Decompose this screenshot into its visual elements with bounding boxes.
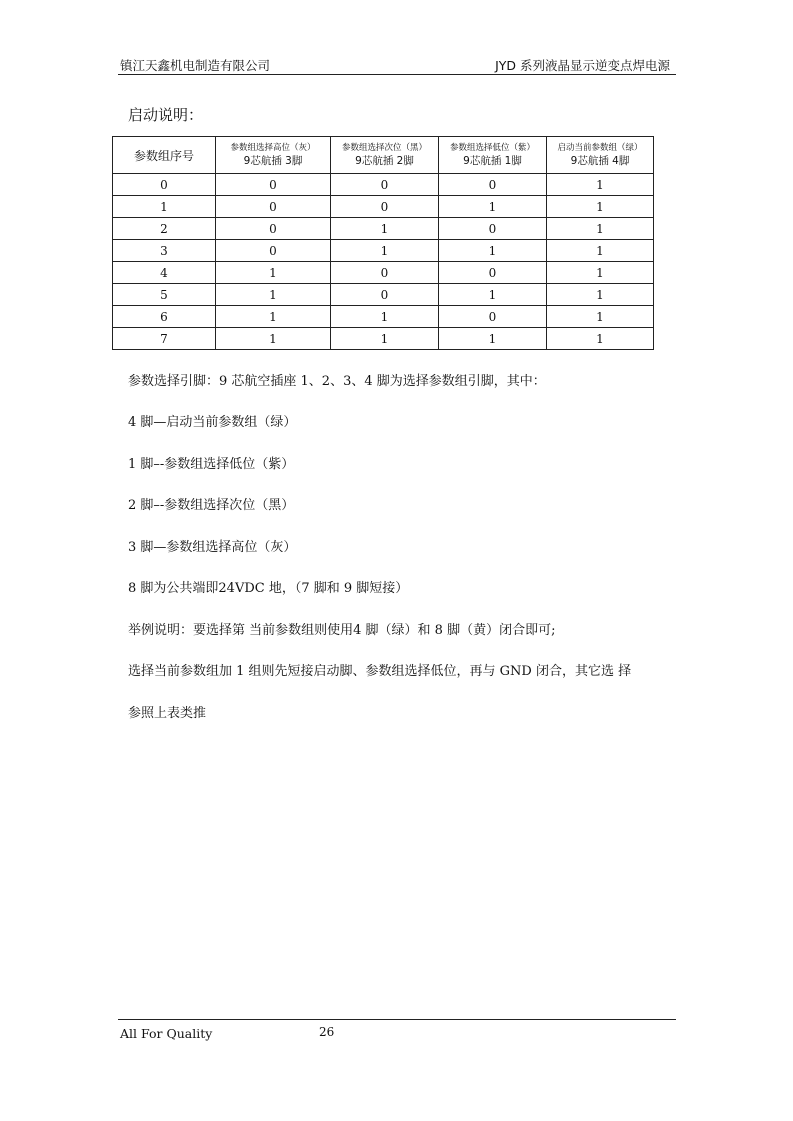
table-cell: 0 [216, 174, 331, 196]
example-text: 举例说明：要选择第 当前参数组则使用4 脚（绿）和 8 脚（黄）闭合即可; [128, 623, 556, 638]
header-cell-high-bit [216, 137, 331, 174]
pin-2-description: 2 脚–-参数组选择次位（黑） [128, 498, 295, 513]
table-cell: 1 [331, 306, 439, 328]
table-cell: 0 [216, 240, 331, 262]
table-row [113, 218, 654, 240]
table-cell: 0 [439, 262, 547, 284]
header-cell-pin: 9芯航插 2脚 [355, 154, 414, 167]
table-cell: 1 [113, 196, 216, 218]
table-row [113, 240, 654, 262]
pin-1-description: 1 脚–-参数组选择低位（紫） [128, 457, 295, 472]
table-cell: 3 [113, 240, 216, 262]
table-cell: 1 [439, 328, 547, 350]
parameter-table [112, 136, 654, 350]
footer-divider [118, 1019, 676, 1020]
table-cell: 0 [439, 218, 547, 240]
header-cell-desc: 参数组选择高位（灰） [230, 142, 316, 153]
page-number: 26 [319, 1025, 335, 1039]
table-cell: 1 [439, 240, 547, 262]
header-product: JYD 系列液晶显示逆变点焊电源 [495, 58, 670, 73]
table-cell: 0 [331, 284, 439, 306]
table-cell: 1 [331, 218, 439, 240]
header-cell-pin: 9芯航插 1脚 [463, 154, 522, 167]
table-header-row [113, 137, 654, 174]
header-cell-start [547, 137, 654, 174]
table-cell: 1 [547, 174, 654, 196]
table-cell: 1 [547, 196, 654, 218]
header-cell-low-bit [439, 137, 547, 174]
table-cell: 0 [331, 262, 439, 284]
section-title: 启动说明： [128, 106, 204, 124]
table-cell: 0 [216, 196, 331, 218]
table-row [113, 328, 654, 350]
table-cell: 1 [331, 328, 439, 350]
pin-4-description: 4 脚—启动当前参数组（绿） [128, 415, 297, 430]
table-row [113, 306, 654, 328]
table-cell: 0 [439, 306, 547, 328]
table-cell: 1 [216, 306, 331, 328]
table-cell: 4 [113, 262, 216, 284]
header-cell-group-index: 参数组序号 [113, 137, 216, 174]
pin-8-description: 8 脚为公共端即24VDC 地，（7 脚和 9 脚短接） [128, 581, 409, 596]
header-cell-desc: 启动当前参数组（绿） [557, 142, 643, 153]
table-row [113, 284, 654, 306]
header-cell-desc: 参数组选择低位（紫） [449, 142, 535, 153]
header-cell-desc: 参数组选择次位（黑） [341, 142, 427, 153]
header-cell-mid-bit [331, 137, 439, 174]
footer-tagline: All For Quality [120, 1026, 213, 1041]
reference-note: 参照上表类推 [128, 706, 207, 721]
table-cell: 2 [113, 218, 216, 240]
table-cell: 0 [216, 218, 331, 240]
pin-3-description: 3 脚—参数组选择高位（灰） [128, 540, 297, 555]
table-cell: 1 [439, 196, 547, 218]
table-cell: 0 [439, 174, 547, 196]
header-cell-pin: 9芯航插 3脚 [243, 154, 303, 167]
header-cell-pin: 9芯航插 4脚 [570, 154, 630, 167]
table-cell: 0 [331, 174, 439, 196]
table-cell: 1 [547, 306, 654, 328]
table-cell: 0 [331, 196, 439, 218]
table-cell: 1 [547, 262, 654, 284]
table-cell: 1 [547, 328, 654, 350]
page-header [118, 56, 676, 75]
table-cell: 1 [547, 240, 654, 262]
table-cell: 1 [216, 284, 331, 306]
table-cell: 1 [216, 328, 331, 350]
table-cell: 1 [547, 218, 654, 240]
table-row [113, 174, 654, 196]
table-cell: 7 [113, 328, 216, 350]
table-cell: 5 [113, 284, 216, 306]
table-cell: 1 [216, 262, 331, 284]
table-cell: 6 [113, 306, 216, 328]
pin-selection-intro: 参数选择引脚：9 芯航空插座 1、2、3、4 脚为选择参数组引脚，其中： [128, 374, 546, 389]
table-cell: 1 [439, 284, 547, 306]
header-company: 镇江天鑫机电制造有限公司 [120, 58, 271, 73]
increment-instructions: 选择当前参数组加 1 组则先短接启动脚、参数组选择低位，再与 GND 闭合，其它选 择 [128, 664, 632, 679]
table-row [113, 262, 654, 284]
table-cell: 1 [547, 284, 654, 306]
table-cell: 0 [113, 174, 216, 196]
table-cell: 1 [331, 240, 439, 262]
table-row [113, 196, 654, 218]
